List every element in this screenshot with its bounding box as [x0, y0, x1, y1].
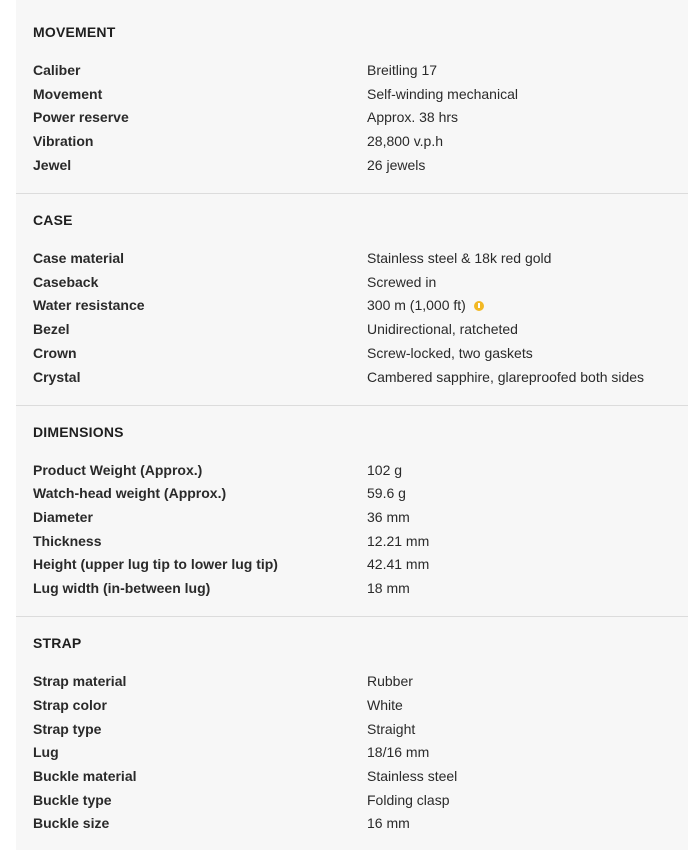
spec-row — [16, 462, 688, 486]
spec-row — [16, 673, 688, 697]
spec-label: Crown — [33, 345, 77, 361]
spec-row — [16, 485, 688, 509]
spec-row — [16, 533, 688, 557]
spec-label: Water resistance — [33, 297, 145, 313]
spec-value: 18 mm — [367, 580, 410, 596]
spec-label: Bezel — [33, 321, 70, 337]
spec-value: Screw-locked, two gaskets — [367, 345, 533, 361]
spec-label: Lug — [33, 744, 59, 760]
spec-value: White — [367, 697, 403, 713]
spec-label: Height (upper lug tip to lower lug tip) — [33, 556, 278, 572]
spec-row — [16, 86, 688, 110]
spec-row — [16, 321, 688, 345]
spec-row — [16, 768, 688, 792]
spec-label: Jewel — [33, 157, 72, 173]
spec-label: Lug width (in-between lug) — [33, 580, 211, 596]
spec-label: Caseback — [33, 274, 99, 290]
spec-value-text: 300 m (1,000 ft) — [367, 297, 466, 313]
spec-row — [16, 792, 688, 816]
spec-row — [16, 697, 688, 721]
spec-label: Diameter — [33, 509, 93, 525]
spec-value: 12.21 mm — [367, 533, 430, 549]
spec-value: Stainless steel — [367, 768, 458, 784]
spec-label: Product Weight (Approx.) — [33, 462, 203, 478]
spec-value: 102 g — [367, 462, 403, 478]
spec-row — [16, 62, 688, 86]
spec-label: Movement — [33, 86, 103, 102]
spec-value: Cambered sapphire, glareproofed both sides — [367, 369, 645, 385]
spec-label: Vibration — [33, 133, 94, 149]
spec-value: Approx. 38 hrs — [367, 109, 459, 125]
spec-value: Rubber — [367, 673, 413, 689]
spec-value: Folding clasp — [367, 792, 450, 808]
spec-row — [16, 274, 688, 298]
spec-value: 42.41 mm — [367, 556, 430, 572]
section-title-strap: STRAP — [33, 635, 82, 651]
spec-value — [367, 297, 484, 313]
section-divider — [16, 405, 688, 406]
spec-label: Caliber — [33, 62, 81, 78]
spec-row — [16, 297, 688, 321]
spec-value: 36 mm — [367, 509, 410, 525]
spec-label: Case material — [33, 250, 125, 266]
section-title-movement: MOVEMENT — [33, 24, 116, 40]
spec-row — [16, 556, 688, 580]
spec-label: Buckle material — [33, 768, 137, 784]
spec-row — [16, 157, 688, 181]
section-divider — [16, 616, 688, 617]
spec-value: Self-winding mechanical — [367, 86, 518, 102]
spec-row — [16, 580, 688, 604]
section-title-case: CASE — [33, 212, 73, 228]
spec-value: Stainless steel & 18k red gold — [367, 250, 552, 266]
spec-label: Strap color — [33, 697, 107, 713]
spec-value: Straight — [367, 721, 416, 737]
spec-row — [16, 744, 688, 768]
spec-label: Power reserve — [33, 109, 129, 125]
spec-label: Buckle size — [33, 815, 110, 831]
spec-label: Strap type — [33, 721, 102, 737]
section-title-dimensions: DIMENSIONS — [33, 424, 124, 440]
spec-row — [16, 509, 688, 533]
spec-value: 18/16 mm — [367, 744, 430, 760]
spec-row — [16, 721, 688, 745]
info-icon[interactable] — [474, 301, 484, 311]
spec-row — [16, 250, 688, 274]
section-divider — [16, 193, 688, 194]
spec-label: Buckle type — [33, 792, 112, 808]
spec-value: 59.6 g — [367, 485, 406, 501]
spec-label: Strap material — [33, 673, 127, 689]
spec-value: Unidirectional, ratcheted — [367, 321, 518, 337]
spec-value: 28,800 v.p.h — [367, 133, 444, 149]
specifications-panel — [16, 0, 688, 850]
spec-label: Watch-head weight (Approx.) — [33, 485, 227, 501]
spec-row — [16, 133, 688, 157]
spec-row — [16, 345, 688, 369]
spec-row — [16, 815, 688, 839]
spec-row — [16, 369, 688, 393]
spec-value: Screwed in — [367, 274, 437, 290]
spec-label: Crystal — [33, 369, 81, 385]
spec-value: Breitling 17 — [367, 62, 438, 78]
spec-value: 16 mm — [367, 815, 410, 831]
spec-row — [16, 109, 688, 133]
spec-value: 26 jewels — [367, 157, 426, 173]
spec-label: Thickness — [33, 533, 102, 549]
